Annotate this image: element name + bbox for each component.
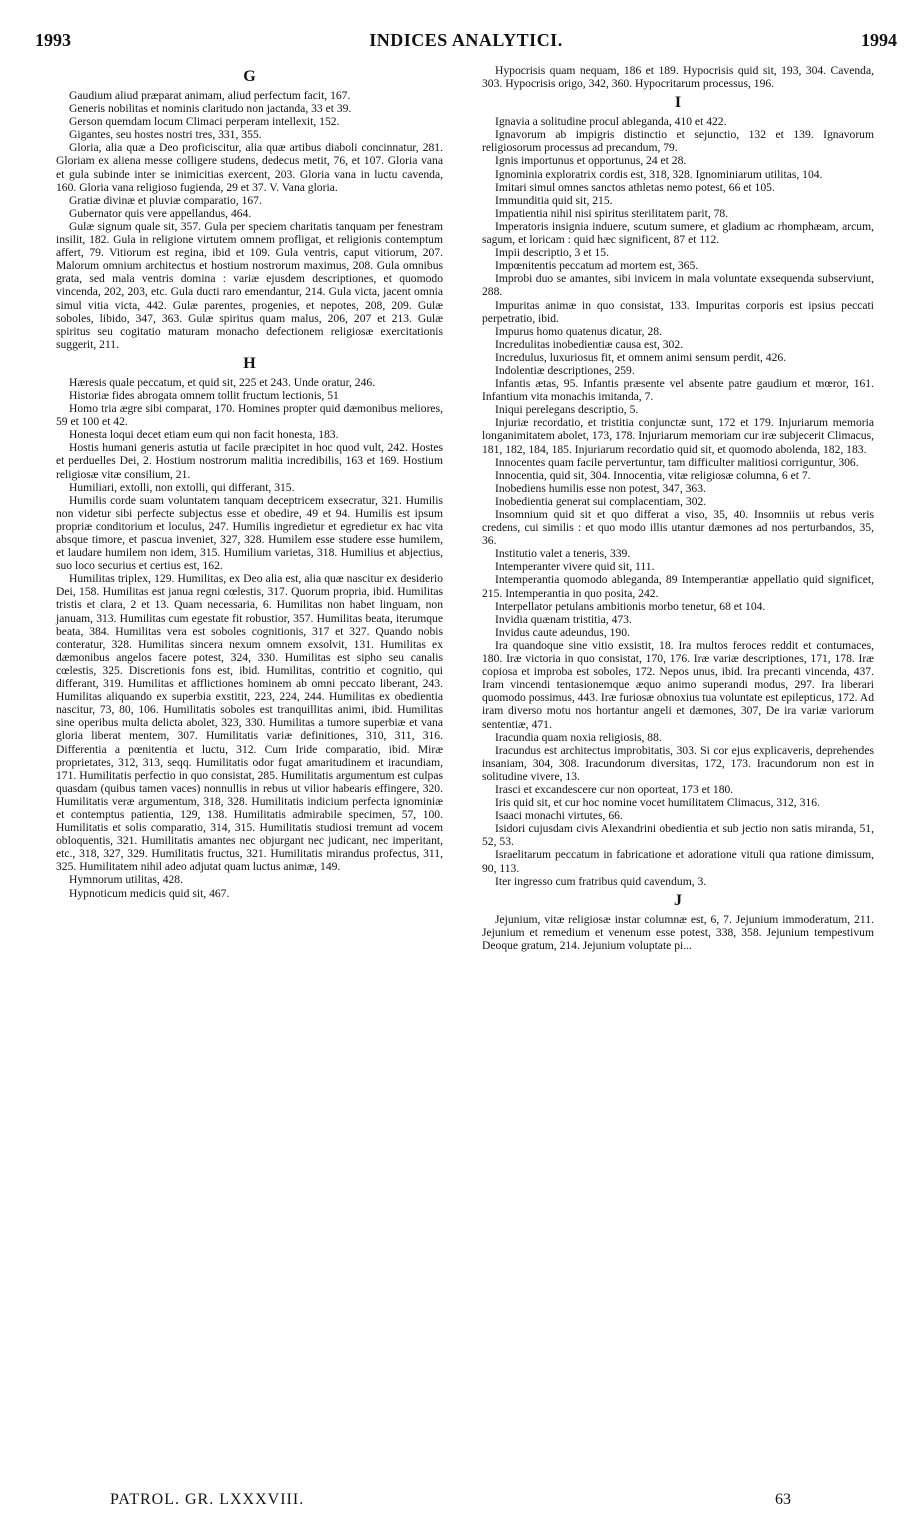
index-entry: Ira quandoque sine vitio exsistit, 18. Ira multos feroces reddit et contumaces, 180. Iræ victoria in quo consistat, 170, 176. Iræ variæ descriptiones, 171, 178. Iræ copiosa et improba est soboles, 172. Nepos unus, ibid. Ira precanti vincenda, 437. Iram vincendi tentasionemque æquo animo superandi modus, 297. Ira liberari quomodo possimus, 443. Iræ furiosæ obnoxius tua voluntate est epilepticus, 172. Ad iram diverso motu nos hortantur angeli et dæmones, 307, De ira variæ variorum sententiæ, 471.: [482, 638, 874, 731]
index-entry: Impœnitentis peccatum ad mortem est, 365.: [495, 259, 699, 273]
index-entry: Inobedientia generat sui complacentiam, 302.: [495, 494, 707, 508]
index-entry: Iris quid sit, et cur hoc nomine vocet humilitatem Climacus, 312, 316.: [495, 796, 820, 810]
index-entry: Iracundus est architectus improbitatis, 303. Si cor ejus explicaveris, deprehendes insaniam, 304, 308. Iracundorum diversitas, 172, 173. Iracundorum non est in solitudine vivere, 13.: [482, 743, 874, 783]
index-entry: Improbi duo se amantes, sibi invicem in mala voluntate exsequenda subserviunt, 288.: [482, 272, 874, 299]
index-entry: Gaudium aliud præparat animam, aliud perfectum facit, 167.: [69, 89, 351, 102]
index-entry: Ignominia exploratrix cordis est, 318, 328. Ignominiarum utilitas, 104.: [495, 167, 823, 181]
index-entry: Iter ingresso cum fratribus quid cavendum, 3.: [495, 874, 707, 888]
index-entry: Ignis importunus et opportunus, 24 et 28.: [495, 154, 687, 168]
section-letter: J: [674, 891, 682, 909]
index-entry: Gerson quemdam locum Climaci perperam intellexit, 152.: [69, 115, 340, 129]
left-column: [56, 64, 443, 900]
header-title: INDICES ANALYTICI.: [369, 30, 563, 50]
index-entry: Invidus caute adeundus, 190.: [495, 625, 630, 639]
index-entry: Institutio valet a teneris, 339.: [495, 547, 631, 561]
page-number-left: 1993: [35, 30, 71, 50]
index-entry: Impurus homo quatenus dicatur, 28.: [495, 324, 662, 338]
index-entry: Humiliari, extolli, non extolli, qui differant, 315.: [69, 480, 295, 494]
index-entry: Hypocrisis quam nequam, 186 et 189. Hypocrisis quid sit, 193, 304. Cavenda, 303. Hypocrisis origo, 342, 360. Hypocritarum processus, 196.: [482, 64, 874, 91]
footer-volume: PATROL. GR. LXXXVIII.: [110, 1491, 305, 1508]
index-entry: Gigantes, seu hostes nostri tres, 331, 355.: [69, 128, 262, 142]
index-entry: Indolentiæ descriptiones, 259.: [495, 363, 635, 377]
right-column: [482, 64, 874, 952]
index-entry: Incredulitas inobedientiæ causa est, 302.: [495, 337, 684, 351]
index-entry: Isaaci monachi virtutes, 66.: [495, 809, 623, 823]
index-entry: Inobediens humilis esse non potest, 347, 363.: [495, 481, 706, 495]
index-entry: Humilitas triplex, 129. Humilitas, ex Deo alia est, alia quæ nascitur ex desiderio Dei, 158. Humilitas est janua regni cœlestis, 317. Quorum propria, ibid. Humilitas tristis et clara, 2 et 13. Quam necessaria, 6. Humilitas non habet linguam, non januam, 313. Humilitas cum egestate fit robustior, 357. Humilitas beata, iterumque beata, 384. Humilitas vera est soboles cognitionis, 317 et 327. Quando nobis conteratur, 328. Humilitas sincera nexum omnem exsolvit, 131. Humilitas ex dæmonibus angelos facere potest, 324, 330. Humilitas est sipho seu canalis cœlestis, 325. Discretionis fons est, ibid. Humilitas, contritio et cognitio, qui differant, 319. Humilitas et afflictiones hominem ab omni peccato liberant, 243. Humilitas aliquando ex superbia exstitit, 223, 224, 244. Humilitas ex obedientia nascitur, 73, 80, 106. Humilitatis soboles est tranquillitas animi, ibid. Humilitas sine operibus multa delicta abolet, 323, 330. Humilitas a tumore superbiæ et vana gloria liberat mentem, 307. Humilitatis variæ definitiones, 310, 311, 316. Differentia a pœnitentia et luctu, 312. Cum Iride comparatio, ibid. Miræ proprietates, 312, 313, seqq. Humilitatis odor fugat amaritudinem et iracundiam, 171. Humilitatis perfectio in quo consistat, 285. Humilitatis argumentum est culpas quasdam (quibus tamen vaces) nonnullis in rebus ut vilior habearis effingere, 320. Humilitatis veræ argumentum, 318, 328. Humilitatis indicium perfecta ignominiæ et contemptus patientia, 129, 138. Humilitatis admirabile specimen, 57, 100. Humilitatis et solis comparatio, 314, 315. Humilitatis studiosi tremunt ad vocem obloquentis, 321. Humilitatis amantes nec objurgant nec judicant, nec imperitant, etc., 318, 327, 329. Humilitatis fructus, 321. Humilitatis mirandus profectus, 311, 325. Humilitatem nihil adeo adjutat quam luctus animæ, 149.: [56, 572, 443, 874]
index-entry: Innocentia, quid sit, 304. Innocentia, vitæ religiosæ columna, 6 et 7.: [495, 468, 811, 482]
index-entry: Intemperantia quomodo ablegand​a, 89 Intemperantiæ appellatio quid significet, 215. Intemperantia in quo posita, 242.: [482, 573, 874, 600]
index-entry: Ignavorum ab impigris distinctio et sejunctio, 132 et 139. Ignavorum religiosorum processus ad precandum, 79.: [482, 128, 874, 155]
index-entry: Hypnoticum medicis quid sit, 467.: [69, 886, 230, 900]
index-entry: Gloria, alia quæ a Deo proficiscitur, alia quæ artibus diaboli concinnatur, 281. Gloriam ex aliena messe colligere studens, dedecus metit, 76, et 107. Gloria vana et gula subinde inter se inimicitias exercent, 203. Gloria vana in luctu cavenda, 160. Gloria vana religioso fugienda, 29 et 37. V. Vana gloria.: [56, 141, 443, 194]
index-entry: Invidia quænam tristitia, 473.: [495, 612, 632, 626]
index-entry: Iracundia quam noxia religiosis, 88.: [495, 730, 662, 744]
index-entry: Hymnorum utilitas, 428.: [69, 873, 184, 887]
page-number-right: 1994: [861, 30, 897, 50]
index-entry: Infantis ætas, 95. Infantis præsente vel absente patre gaudium et mœror, 161. Infantium vita monachis imitanda, 7.: [482, 377, 874, 404]
index-entry: Gubernator quis vere appellandus, 464.: [69, 206, 252, 220]
running-header: [35, 30, 897, 54]
section-letter: H: [243, 354, 256, 372]
index-entry: Homo tria ægre sibi comparat, 170. Homines propter quid dæmonibus meliores, 59 et 100 et 42.: [56, 402, 443, 429]
index-entry: Impii descriptio, 3 et 15.: [495, 246, 609, 260]
index-entry: Insomnium quid sit et quo differat a viso, 35, 40. Insomniis ut rebus veris credens, cui similis : et quo modo illis utantur dæmones ad nos perturbandos, 35, 36.: [482, 508, 874, 548]
index-entry: Iniqui perelegans descriptio, 5.: [495, 403, 639, 417]
index-entry: Gratiæ divinæ et pluviæ comparatio, 167.: [69, 193, 262, 207]
index-entry: Imitari simul omnes sanctos athletas nemo potest, 66 et 105.: [495, 180, 775, 194]
index-entry: Isidori cujusdam civis Alexandrini obedientia et sub jectio non satis miranda, 51, 52, 53.: [482, 822, 874, 849]
index-entry: Innocentes quam facile pervertuntur, tam difficulter malitiosi corriguntur, 306.: [495, 455, 859, 469]
index-entry: Generis nobilitas et nominis claritudo non jactanda, 33 et 39.: [69, 102, 352, 116]
section-letter: G: [243, 68, 256, 85]
section-letter: I: [674, 94, 682, 112]
index-entry: Interpellator petulans ambitionis morbo tenetur, 68 et 104.: [495, 599, 766, 613]
index-entry: Israelitarum peccatum in fabricatione et adoratione vituli qua ratione dimissum, 90, 113.: [482, 848, 874, 875]
index-entry: Historiæ fides abrogata omnem tollit fructum lectionis, 51: [69, 388, 339, 402]
index-entry: Jejunium, vitæ religiosæ instar columnæ est, 6, 7. Jejunium immoderatum, 211. Jejunium et remedium et venenum esse potest, 338, 358. Jejunium tempestivum Deoque gratum, 214. Jejunium voluptate pi...: [482, 912, 874, 952]
index-entry: Impatientia nihil nisi spiritus sterilitatem parit, 78.: [495, 206, 729, 220]
index-entry: Intemperanter vivere quid sit, 111.: [495, 560, 655, 574]
index-entry: Hostis humani generis astutia ut facile præcipitet in hoc quod vult, 242. Hostes et perduelles Dei, 2. Hostium nostrorum malitia incredibilis, 163 et 169. Hostium religiosæ vitæ consilium, 21.: [56, 441, 443, 481]
index-entry: Gulæ signum quale sit, 357. Gula per speciem charitatis tanquam per fenestram insilit, 182. Gula in religione virtutem omnem profligat, et religionis contemptum affert, 79. Vitiorum est regina, ibid et 109. Gula ventris, caput vitiorum, 207. Malorum omnium architectus et hostium nostrorum maximus, 208. Gula omnibus grata, sed mala ventris domina : variæ ejusdem descriptiones, et quomodo vincenda, 202, 203, etc. Gula ducti raro emendantur, 214. Gula victa, jacent omnia simul vitia victa, 442. Gulæ parentes, progenies, et nepotes, 208, 209. Gulæ soboles, libido, 347, 363. Gulæ spiritus quam malus, 206, 207 et 213. Gulæ spiritus seu cogitatio maturam monacho defectionem religiosæ exercitationis suggerit, 211.: [56, 219, 443, 351]
index-entry: Immunditia quid sit, 215.: [495, 193, 613, 207]
index-entry: Injuriæ recordatio, et tristitia conjunctæ sunt, 172 et 179. Injuriarum memoria longanimitatem abolet, 173, 178. Injuriarum memoriam cur iræ subjecerit Climacus, 181, 182, 184, 185. Injuriarum recordatio quid sit, et quomodo abolenda, 182, 183.: [482, 416, 874, 456]
index-entry: Incredulus, luxuriosus fit, et omnem animi sensum perdit, 426.: [495, 350, 787, 364]
index-entry: Impuritas animæ in quo consistat, 133. Impuritas corporis est ipsius peccati perpetratio, ibid.: [482, 298, 874, 325]
index-entry: Honesta loqui decet etiam eum qui non facit honesta, 183.: [69, 428, 339, 442]
index-entry: Irasci et excandescere cur non oporteat, 173 et 180.: [495, 782, 734, 796]
index-entry: Hæresis quale peccatum, et quid sit, 225 et 243. Unde oratur, 246.: [69, 375, 376, 389]
footer-signature: 63: [775, 1491, 791, 1508]
index-entry: Humilis corde suam voluntatem tanquam deceptricem exsecratur, 321. Humilis non videtur sibi perfecte subjectus esse et obedire, 49 et 94. Humilis est ipsum propriæ conditorium et loculus, 247. Humilis ingredietur et egredietur ex hac vita absque timore, et pascua inveniet, 327, 328. Humilem esse studere esse humilem, et laudare humilem non idem, 315. Humilium varietas, 318. Humilius et abjectius, suo loco securius et certius est, 162.: [56, 493, 443, 573]
index-entry: Ignavia a solitudine procul ablegand​a, 410 et 422.: [495, 115, 727, 129]
index-entry: Imperatoris insignia induere, scutum sumere, et gladium ac rhomphæam, arcum, sagum, et loricam : quid hæc significent, 87 et 112.: [482, 219, 874, 247]
